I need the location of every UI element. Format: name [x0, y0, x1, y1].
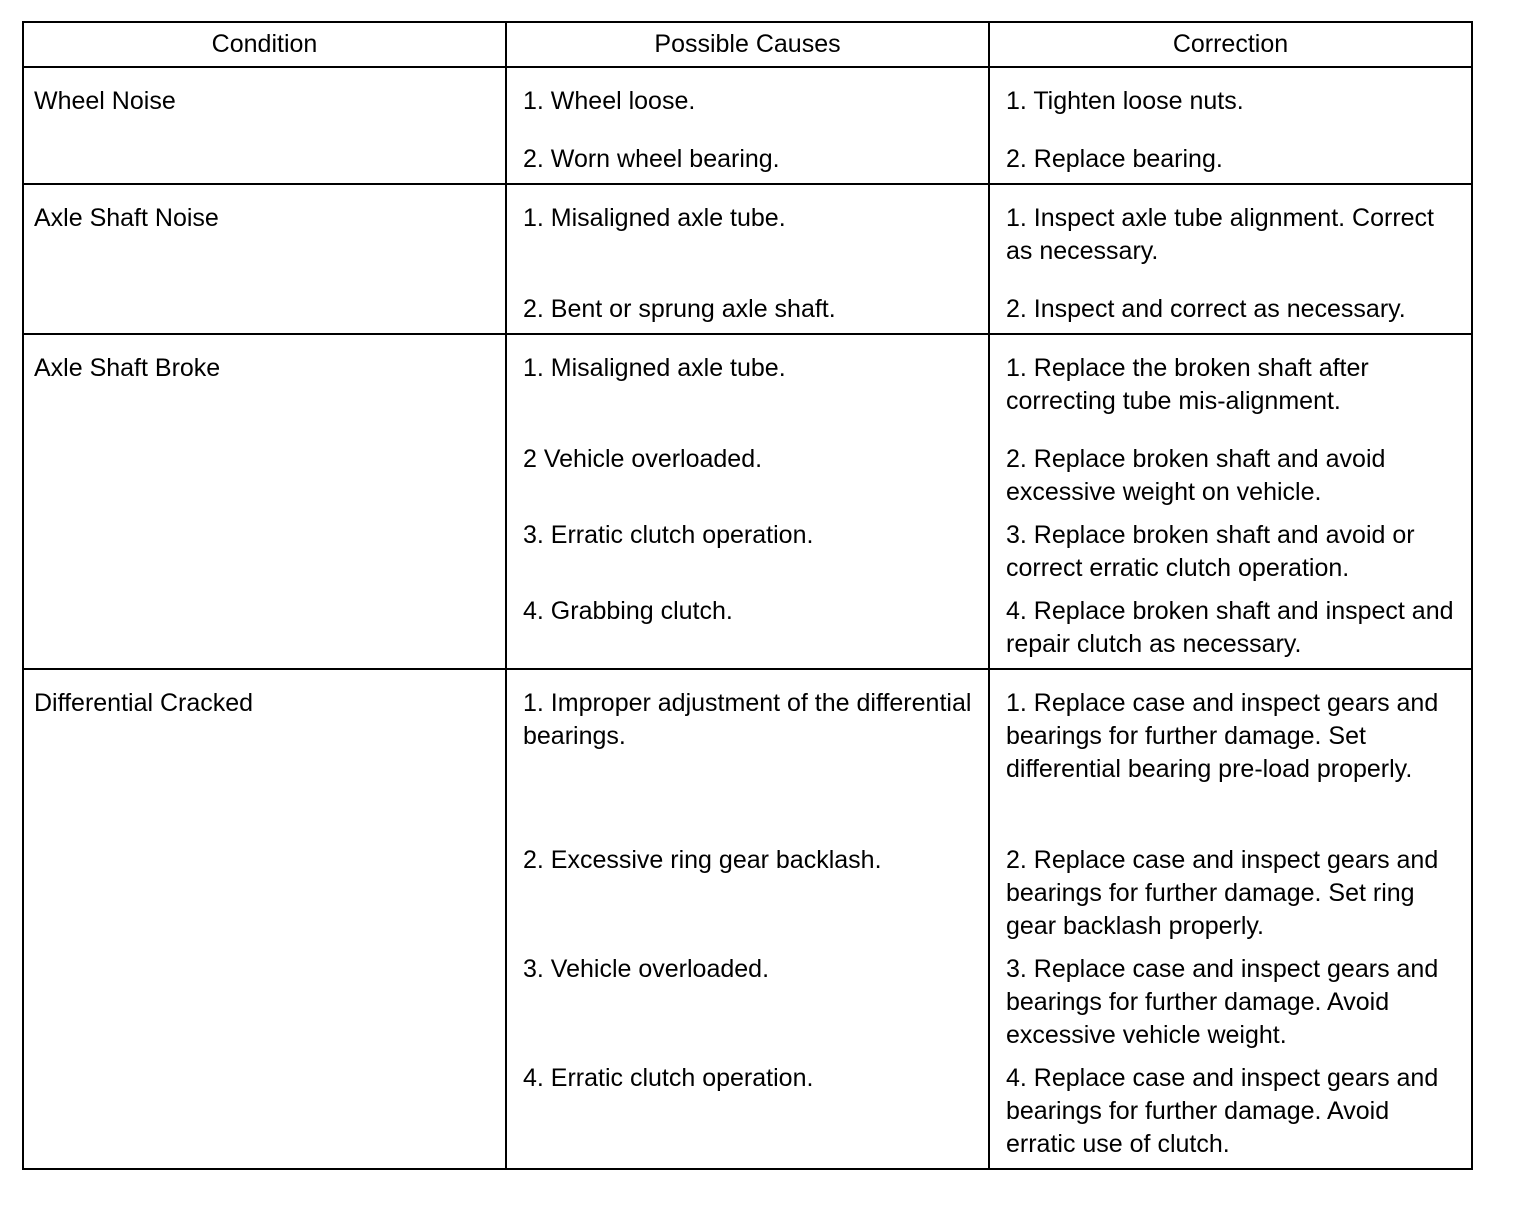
correction-cell [989, 67, 1472, 184]
correction-item: 2. Replace bearing. [1006, 145, 1223, 173]
table-row [23, 67, 1472, 184]
cause-item: 3. Erratic clutch operation. [523, 521, 814, 549]
correction-cell [989, 184, 1472, 334]
header-correction: Correction [989, 22, 1472, 67]
condition-cell [23, 67, 506, 184]
condition-label: Differential Cracked [34, 689, 254, 717]
correction-item: 2. Replace case and inspect gears and bearings for further damage. Set ring gear backlash properly. [1006, 846, 1439, 940]
correction-item: 3. Replace broken shaft and avoid or correct erratic clutch operation. [1006, 521, 1415, 582]
header-row [23, 22, 1472, 67]
correction-item: 2. Replace broken shaft and avoid excessive weight on vehicle. [1006, 445, 1386, 506]
correction-cell [989, 334, 1472, 669]
correction-item: 3. Replace case and inspect gears and bearings for further damage. Avoid excessive vehicle weight. [1006, 955, 1439, 1049]
cause-item: 2 Vehicle overloaded. [523, 445, 763, 473]
causes-cell [506, 184, 989, 334]
table-row [23, 669, 1472, 1169]
causes-cell [506, 669, 989, 1169]
condition-label: Axle Shaft Noise [34, 204, 219, 232]
diagnosis-table [22, 21, 1473, 1170]
cause-item: 3. Vehicle overloaded. [523, 955, 770, 983]
correction-cell [989, 669, 1472, 1169]
cause-item: 1. Wheel loose. [523, 87, 696, 115]
condition-label: Wheel Noise [34, 87, 176, 115]
cause-item: 1. Improper adjustment of the differential bearings. [523, 689, 972, 750]
correction-item: 1. Replace case and inspect gears and bearings for further damage. Set differential bearing pre-load properly. [1006, 689, 1439, 783]
correction-item: 1. Inspect axle tube alignment. Correct as necessary. [1006, 204, 1435, 265]
correction-item: 4. Replace broken shaft and inspect and repair clutch as necessary. [1006, 597, 1454, 658]
table-row [23, 334, 1472, 669]
correction-item: 1. Tighten loose nuts. [1006, 87, 1244, 115]
header-condition: Condition [23, 22, 506, 67]
table-row [23, 184, 1472, 334]
causes-cell [506, 67, 989, 184]
cause-item: 2. Worn wheel bearing. [523, 145, 780, 173]
causes-cell [506, 334, 989, 669]
condition-cell [23, 669, 506, 1169]
cause-item: 2. Bent or sprung axle shaft. [523, 295, 836, 323]
cause-item: 4. Grabbing clutch. [523, 597, 733, 625]
cause-item: 1. Misaligned axle tube. [523, 354, 786, 382]
correction-item: 2. Inspect and correct as necessary. [1006, 295, 1406, 323]
condition-cell [23, 334, 506, 669]
cause-item: 1. Misaligned axle tube. [523, 204, 786, 232]
cause-item: 2. Excessive ring gear backlash. [523, 846, 882, 874]
header-possible-causes: Possible Causes [506, 22, 989, 67]
condition-label: Axle Shaft Broke [34, 354, 221, 382]
cause-item: 4. Erratic clutch operation. [523, 1064, 814, 1092]
correction-item: 1. Replace the broken shaft after correcting tube mis-alignment. [1006, 354, 1369, 415]
correction-item: 4. Replace case and inspect gears and bearings for further damage. Avoid erratic use of clutch. [1006, 1064, 1439, 1158]
condition-cell [23, 184, 506, 334]
